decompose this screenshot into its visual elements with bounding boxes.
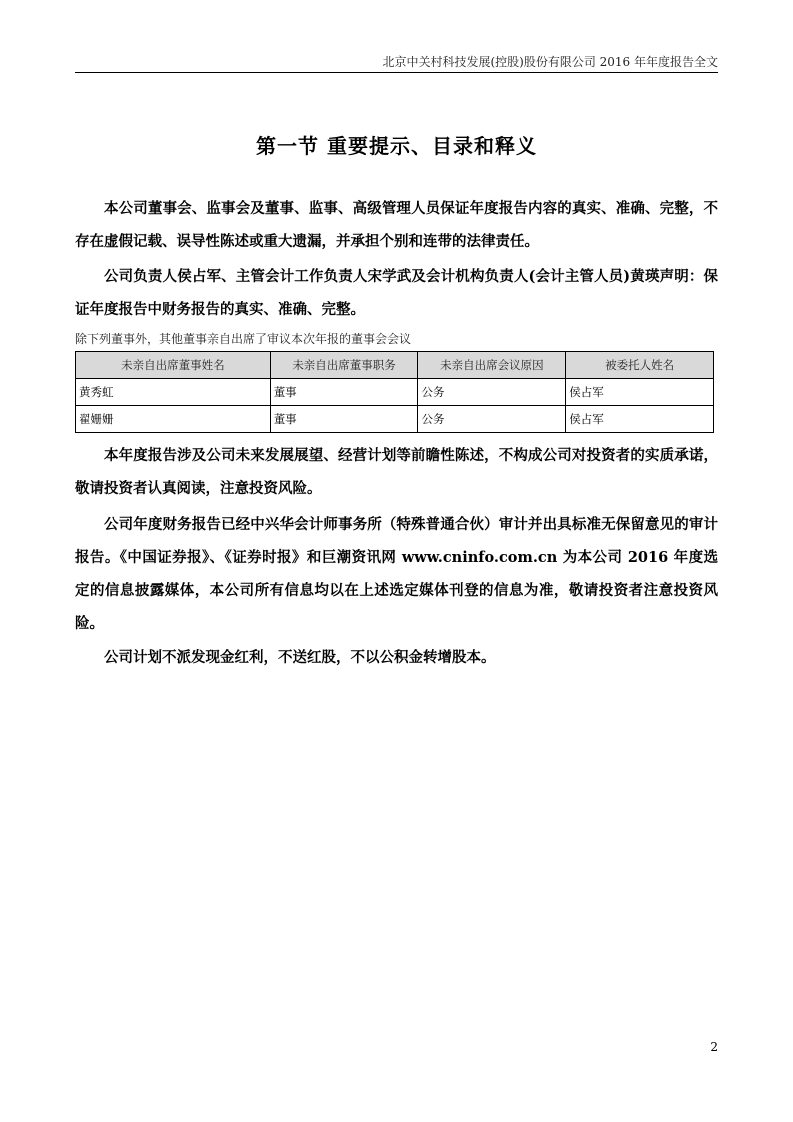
section-title: 第一节 重要提示、目录和释义 bbox=[256, 134, 537, 158]
table-header-cell: 未亲自出席董事姓名 bbox=[76, 352, 271, 379]
dividend-plan-paragraph: 公司计划不派发现金红利，不送红股，不以公积金转增股本。 bbox=[104, 649, 496, 666]
table-cell: 公务 bbox=[418, 406, 566, 433]
table-cell: 翟姗姗 bbox=[76, 406, 271, 433]
table-header-row bbox=[76, 352, 714, 379]
table-header-cell: 未亲自出席会议原因 bbox=[418, 352, 566, 379]
table-cell: 侯占军 bbox=[566, 379, 714, 406]
absent-directors-table bbox=[75, 351, 714, 433]
table-header-cell: 被委托人姓名 bbox=[566, 352, 714, 379]
financial-statement-declaration-paragraph: 公司负责人侯占军、主管会计工作负责人宋学武及会计机构负责人(会计主管人员)黄瑛声明：保证年度报告中财务报告的真实、准确、完整。 bbox=[75, 268, 718, 318]
table-cell: 公务 bbox=[418, 379, 566, 406]
table-cell: 董事 bbox=[270, 406, 418, 433]
table-row bbox=[76, 406, 714, 433]
table-cell: 侯占军 bbox=[566, 406, 714, 433]
page-number: 2 bbox=[710, 1040, 718, 1054]
table-caption: 除下列董事外，其他董事亲自出席了审议本次年报的董事会会议 bbox=[75, 332, 412, 346]
audit-and-disclosure-paragraph: 公司年度财务报告已经中兴华会计师事务所（特殊普通合伙）审计并出具标准无保留意见的审计报告。《中国证券报》、《证券时报》和巨潮资讯网 www.cninfo.com.cn 为本公司 2016 年度选定的信息披露媒体，本公司所有信息均以在上述选定媒体刊登的信息为准，敬请投资者注意投资风险。 bbox=[75, 516, 718, 632]
table-cell: 董事 bbox=[270, 379, 418, 406]
table-cell: 黄秀虹 bbox=[76, 379, 271, 406]
board-guarantee-paragraph: 本公司董事会、监事会及董事、监事、高级管理人员保证年度报告内容的真实、准确、完整，不存在虚假记载、误导性陈述或重大遗漏，并承担个别和连带的法律责任。 bbox=[75, 200, 718, 250]
forward-looking-statement-paragraph: 本年度报告涉及公司未来发展展望、经营计划等前瞻性陈述，不构成公司对投资者的实质承诺，敬请投资者认真阅读，注意投资风险。 bbox=[75, 447, 718, 497]
table-row bbox=[76, 379, 714, 406]
header-divider bbox=[75, 72, 718, 73]
page-header: 北京中关村科技发展(控股)股份有限公司 2016 年年度报告全文 bbox=[382, 55, 718, 69]
table-header-cell: 未亲自出席董事职务 bbox=[270, 352, 418, 379]
